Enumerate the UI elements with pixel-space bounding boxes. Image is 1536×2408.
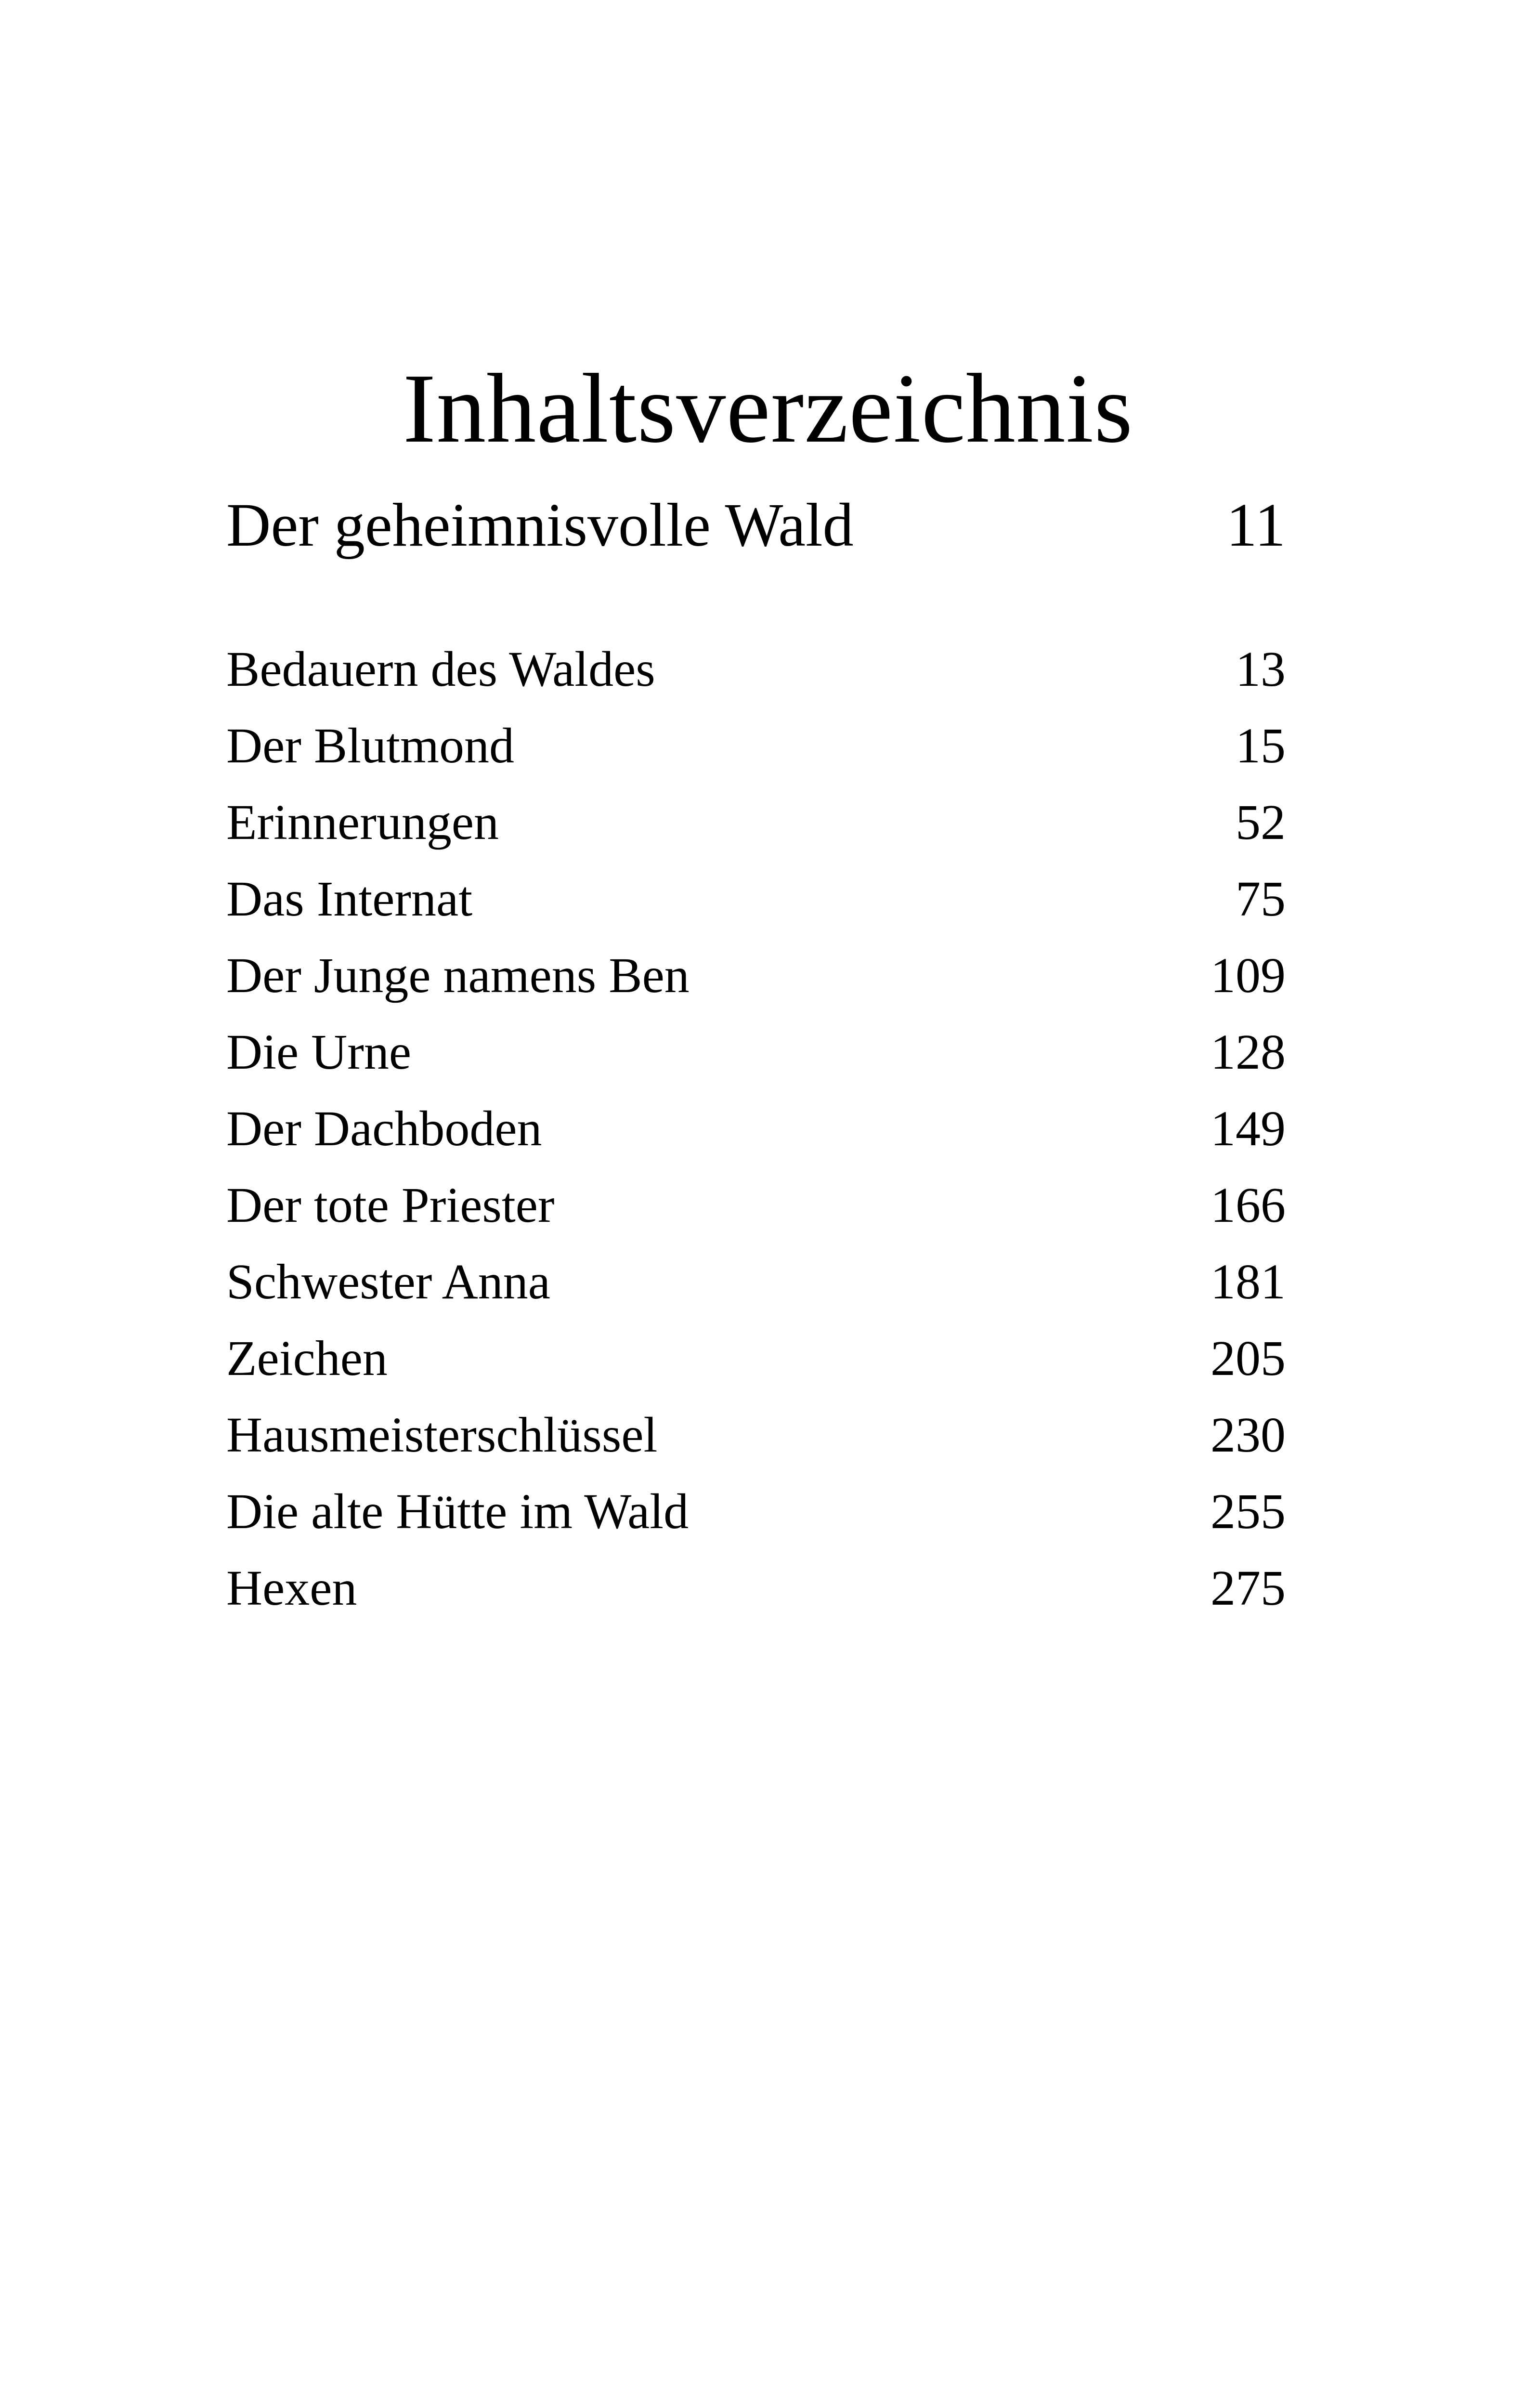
toc-entry-page: 13 — [1236, 641, 1286, 697]
toc-entry-label: Hausmeisterschlüssel — [226, 1407, 658, 1463]
toc-part-page: 11 — [1226, 491, 1286, 559]
toc-entry-label: Der Junge namens Ben — [226, 948, 690, 1003]
toc-entry — [226, 1555, 1286, 1631]
page-title: Inhaltsverzeichnis — [403, 353, 1133, 464]
toc-chapter-list — [226, 636, 1286, 1631]
toc-entry-page: 255 — [1211, 1484, 1286, 1539]
toc-part-entry — [226, 489, 1286, 561]
toc-entry-label: Zeichen — [226, 1331, 388, 1386]
toc-entry-label: Schwester Anna — [226, 1254, 550, 1309]
toc-entry-label: Der Dachboden — [226, 1101, 542, 1156]
toc-entry — [226, 865, 1286, 942]
toc-part-label: Der geheimnisvolle Wald — [226, 491, 854, 559]
toc-entry — [226, 1325, 1286, 1401]
toc-entry-label: Hexen — [226, 1560, 357, 1616]
toc-entry-page: 109 — [1211, 948, 1286, 1003]
toc-entry-label: Der tote Priester — [226, 1178, 555, 1233]
toc-entry-page: 230 — [1211, 1407, 1286, 1463]
toc-entry-page: 149 — [1211, 1101, 1286, 1156]
toc-entry-label: Die alte Hütte im Wald — [226, 1484, 689, 1539]
toc-entry-label: Erinnerungen — [226, 795, 499, 850]
toc-entry-page: 166 — [1211, 1178, 1286, 1233]
toc-entry-label: Bedauern des Waldes — [226, 641, 655, 697]
toc-entry — [226, 1478, 1286, 1555]
toc-entry — [226, 1401, 1286, 1478]
toc-entry — [226, 942, 1286, 1019]
toc-entry-label: Die Urne — [226, 1024, 412, 1080]
toc-entry — [226, 789, 1286, 865]
toc-entry-page: 75 — [1236, 871, 1286, 927]
toc-entry — [226, 1095, 1286, 1172]
toc-entry — [226, 636, 1286, 712]
toc-entry-page: 52 — [1236, 795, 1286, 850]
toc-entry-page: 205 — [1211, 1331, 1286, 1386]
toc-entry — [226, 1019, 1286, 1095]
toc-entry-label: Der Blutmond — [226, 718, 514, 773]
toc-entry-page: 275 — [1211, 1560, 1286, 1616]
toc-entry-label: Das Internat — [226, 871, 473, 927]
toc-entry-page: 15 — [1236, 718, 1286, 773]
toc-entry — [226, 712, 1286, 789]
toc-entry-page: 181 — [1211, 1254, 1286, 1309]
toc-entry — [226, 1172, 1286, 1248]
toc-entry — [226, 1248, 1286, 1325]
toc-entry-page: 128 — [1211, 1024, 1286, 1080]
